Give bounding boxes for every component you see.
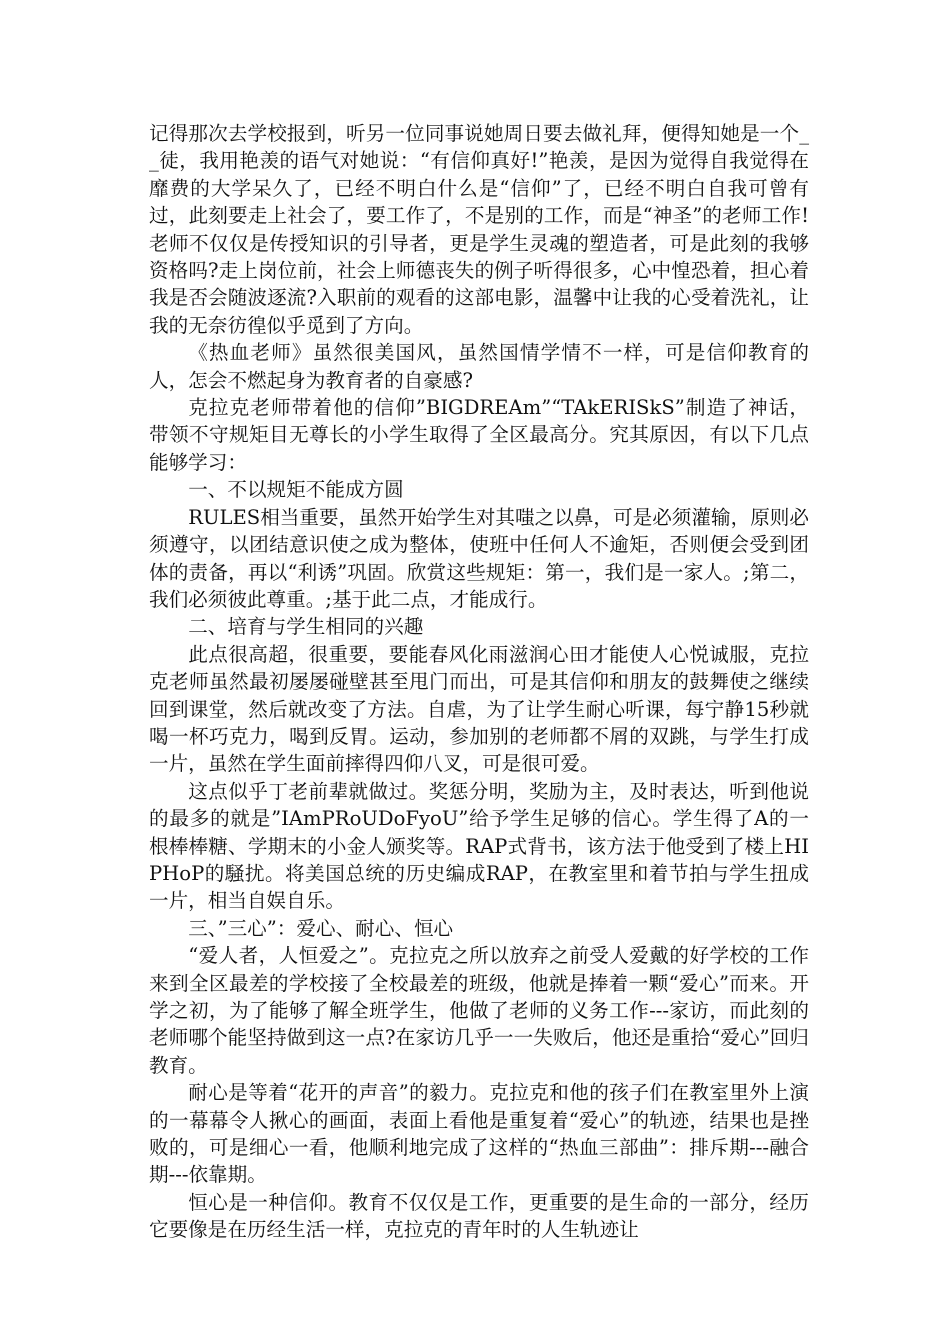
paragraph-rewards: 这点似乎丁老前辈就做过。奖惩分明，奖励为主，及时表达，听到他说的最多的就是”IAmPRoUDoFyoU”给予学生足够的信心。学生得了A的一根棒棒糖、学期末的小金人颁奖等。RAP式背书，该方法于他受到了楼上HIPHoP的騒扰。将美国总统的历史编成RAP，在教室里和着节拍与学生扭成一片，相当自娱自乐。	[149, 779, 809, 913]
paragraph-movie-style: 《热血老师》虽然很美国风，虽然国情学情不一样，可是信仰教育的人，怎会不燃起身为教育者的自豪感?	[149, 341, 809, 392]
paragraph-interests: 此点很高超，很重要，要能春风化雨滋润心田才能使人心悦诚服，克拉克老师虽然最初屡屡碰壁甚至甩门而出，可是其信仰和朋友的鼓舞使之继续回到课堂，然后就改变了方法。自虐，为了让学生耐心听课，每宁静15秒就喝一杯巧克力，喝到反胃。运动，参加别的老师都不屑的双跳，与学生打成一片，虽然在学生面前摔得四仰八叉，可是很可爱。	[149, 642, 809, 776]
paragraph-intro: 记得那次去学校报到，听另一位同事说她周日要去做礼拜，便得知她是一个__徒，我用艳羡的语气对她说：“有信仰真好!”艳羡，是因为觉得自我觉得在靡费的大学呆久了，已经不明白什么是“信仰”了，已经不明白自我可曾有过，此刻要走上社会了，要工作了，不是别的工作，而是“神圣”的老师工作!老师不仅仅是传授知识的引导者，更是学生灵魂的塑造者，可是此刻的我够资格吗?走上岗位前，社会上师德丧失的例子听得很多，心中惶恐着，担心着我是否会随波逐流?入职前的观看的这部电影，温馨中让我的心受着洗礼，让我的无奈彷徨似乎觅到了方向。	[149, 122, 809, 337]
paragraph-patience: 耐心是等着“花开的声音”的毅力。克拉克和他的孩子们在教室里外上演的一幕幕令人揪心的画面，表面上看他是重复着“爱心”的轨迹，结果也是挫败的，可是细心一看，他顺利地完成了这样的“热血三部曲”：排斥期---融合期---依靠期。	[149, 1081, 809, 1187]
section-heading-rules: 一、不以规矩不能成方圆	[188, 478, 404, 502]
section-heading-three-hearts: 三、”三心”：爱心、耐心、恒心	[188, 916, 454, 940]
paragraph-love: “爱人者，人恒爱之”。克拉克之所以放弃之前受人爱戴的好学校的工作来到全区最差的学校接了全校最差的班级，他就是捧着一颗“爱心”而来。开学之初，为了能够了解全班学生，他做了老师的义务工作---家访，而此刻的老师哪个能坚持做到这一点?在家访几乎一一失败后，他还是重拾“爱心”回归教育。	[149, 944, 809, 1077]
paragraph-rules: RULES相当重要，虽然开始学生对其嗤之以鼻，可是必须灌输，原则必须遵守，以团结意识使之成为整体，使班中任何人不逾矩，否则便会受到团体的责备，再以“利诱”巩固。欣赏这些规矩：第一，我们是一家人。;第二，我们必须彼此尊重。;基于此二点，才能成行。	[149, 505, 809, 611]
paragraph-perseverance: 恒心是一种信仰。教育不仅仅是工作，更重要的是生命的一部分，经历它要像是在历经生活一样，克拉克的青年时的人生轨迹让	[149, 1190, 809, 1242]
section-heading-interests: 二、培育与学生相同的兴趣	[188, 615, 424, 639]
document-body	[149, 120, 809, 1244]
paragraph-clark-belief: 克拉克老师带着他的信仰”BIGDREAm”“TAkERISkS”制造了神话，带领不守规矩目无尊长的小学生取得了全区最高分。究其原因，有以下几点能够学习：	[149, 396, 809, 474]
